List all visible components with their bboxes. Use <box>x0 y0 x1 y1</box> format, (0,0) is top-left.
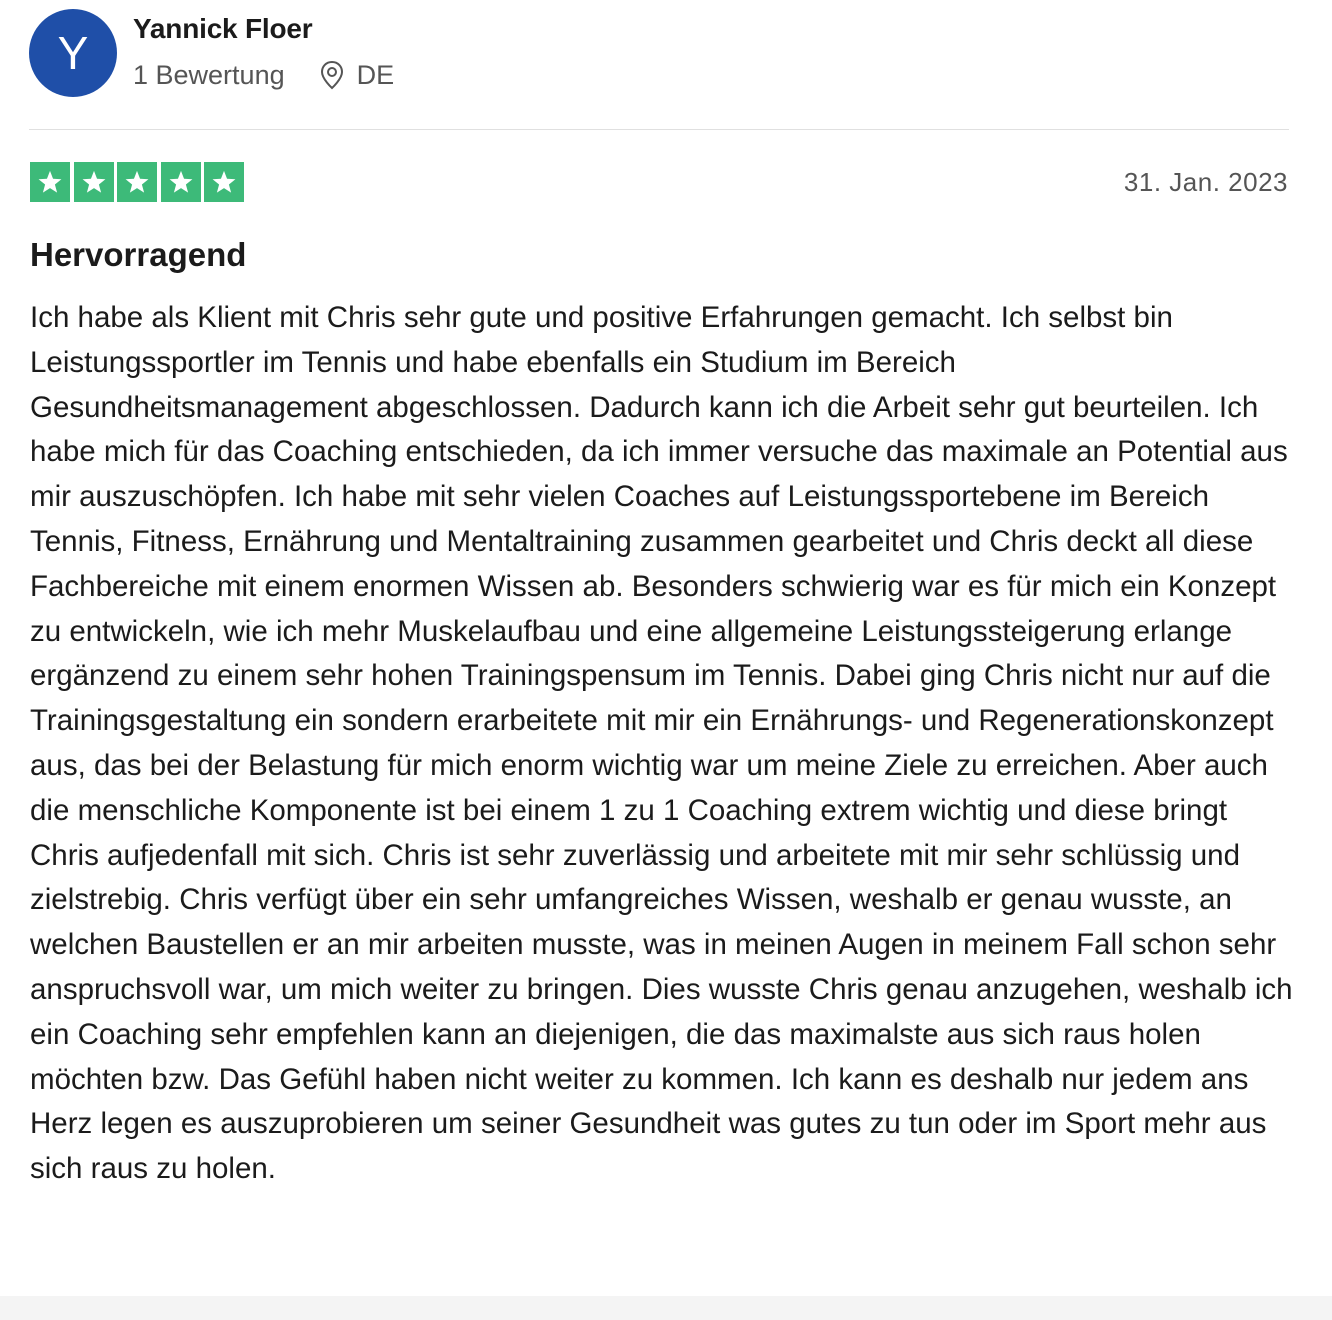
reviewer-country: DE <box>356 59 395 90</box>
review-body: Ich habe als Klient mit Chris sehr gute und positive Erfahrungen gemacht. Ich selbst bin Leistungssportler im Tennis und habe ebenfalls ein Studium im Bereich Gesundheitsmanagement abgeschlossen. Dadurch kann ich die Arbeit sehr gut beurteilen. Ich habe mich für das Coaching entschieden, da ich immer versuche das maximale an Potential aus mir auszuschöpfen. Ich habe mit sehr vielen Coaches auf Leistungssportebene im Bereich Tennis, Fitness, Ernährung und Mentaltraining zusammen gearbeitet und Chris deckt all diese Fachbereiche mit einem enormen Wissen ab. Besonders schwierig war es für mich ein Konzept zu entwickeln, wie ich mehr Muskelaufbau und eine allgemeine Leistungssteigerung erlange ergänzend zu einem sehr hohen Trainingspensum im Tennis. Dabei ging Chris nicht nur auf die Trainingsgestaltung ein sondern erarbeitete mit mir ein Ernährungs- und Regenerationskonzept aus, das bei der Belastung für mich enorm wichtig war um meine Ziele zu erreichen. Aber auch die menschliche Komponente ist bei einem 1 zu 1 Coaching extrem wichtig und diese bringt Chris aufjedenfall mit sich. Chris ist sehr zuverlässig und arbeitete mit mir sehr schlüssig und zielstrebig. Chris verfügt über ein sehr umfangreiches Wissen, weshalb er genau wusste, an welchen Baustellen er an mir arbeiten musste, was in meinen Augen in meinem Fall schon sehr anspruchsvoll war, um mich weiter zu bringen. Dies wusste Chris genau anzugehen, weshalb ich ein Coaching sehr empfehlen kann an diejenigen, die das maximalste aus sich raus holen möchten bzw. Das Gefühl haben nicht weiter zu kommen. Ich kann es deshalb nur jedem ans Herz legen es auszuprobieren um seiner Gesundheit was gutes zu tun oder im Sport mehr aus sich raus zu holen. <box>30 301 1293 1186</box>
star-icon <box>204 162 244 202</box>
review-count: 1 Bewertung <box>133 59 285 90</box>
star-rating <box>30 162 248 202</box>
star-icon <box>74 162 114 202</box>
review-date: 31. Jan. 2023 <box>1123 167 1288 197</box>
star-icon <box>161 162 201 202</box>
avatar[interactable] <box>29 9 117 97</box>
reviewer-name[interactable]: Yannick Floer <box>133 13 313 44</box>
avatar-initial: Y <box>57 27 89 79</box>
location-pin-icon <box>319 60 345 90</box>
reviewer-meta <box>133 58 394 92</box>
review-title[interactable]: Hervorragend <box>30 236 247 273</box>
divider <box>29 129 1289 130</box>
page-footer-strip <box>0 1296 1332 1320</box>
star-icon <box>117 162 157 202</box>
star-icon <box>30 162 70 202</box>
